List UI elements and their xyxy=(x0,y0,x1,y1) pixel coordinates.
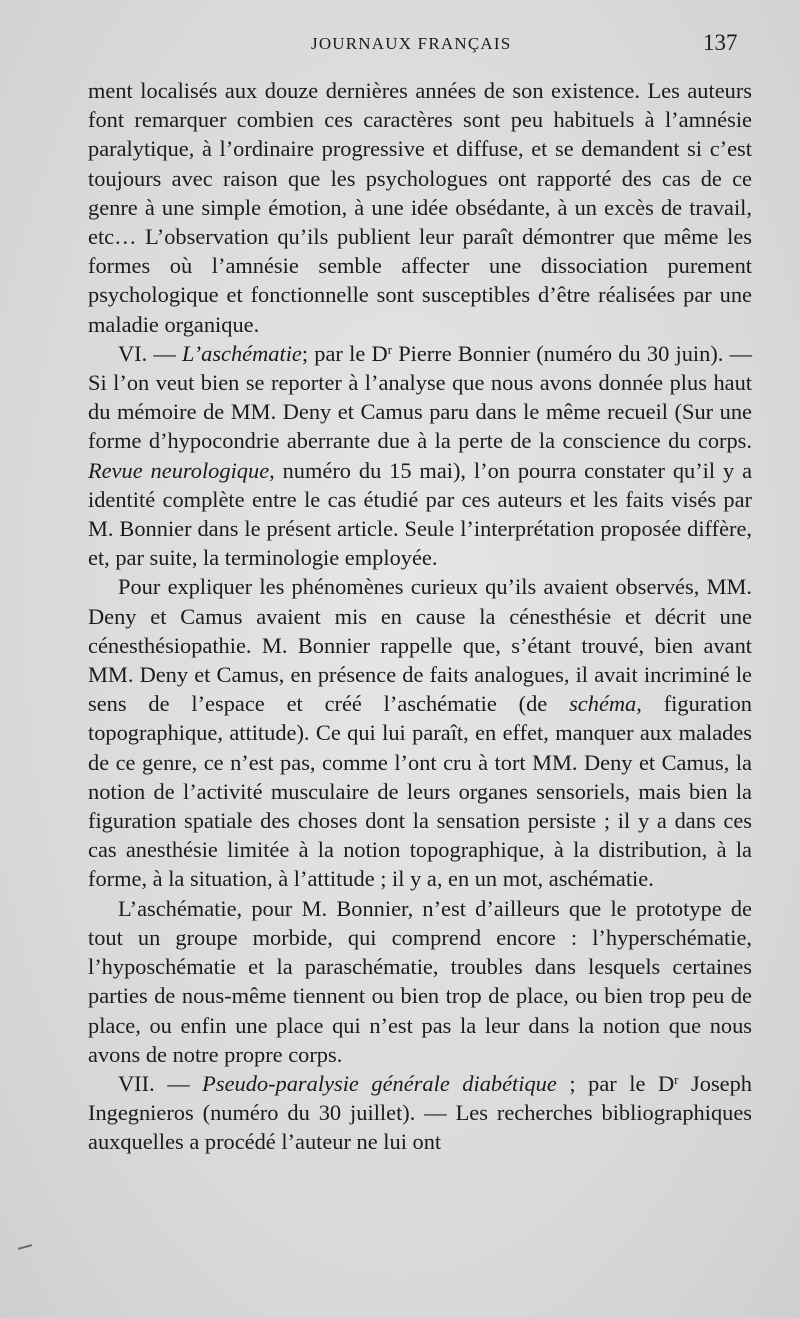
paragraph-p3 xyxy=(88,572,752,893)
italic-text: Revue neurologique xyxy=(88,457,270,483)
italic-text: Pseudo-paralysie générale diabétique xyxy=(202,1070,557,1096)
page-header xyxy=(0,30,800,64)
text-run: L’aschématie, pour M. Bonnier, n’est d’ailleurs que le prototype de tout un groupe morbide, qui comprend encore : l’hyperschématie, l’hyposchématie et la paraschématie, troubles dans lesquels certaines parties de nous-même tiennent ou bien trop de place, ou bien trop peu de place, ou enfin une place qui n’est pas la leur dans la notion que nous avons de notre propre corps. xyxy=(88,895,752,1067)
text-run: ; par le D xyxy=(556,1070,675,1096)
body-text xyxy=(88,76,752,1157)
text-run: , numéro du 15 mai), l’on pourra constater qu’il y a identité complète entre le cas étudié par ces auteurs et les faits visés par M. Bonnier dans le présent article. Seule l’interprétation proposée diffère, et, par suite, la terminologie employée. xyxy=(88,457,753,571)
paragraph-p2 xyxy=(88,339,752,573)
page-number: 137 xyxy=(703,30,738,55)
text-run: Pierre Bonnier (numéro du 30 juin). — Si l’on veut bien se reporter à l’analyse que nous avons donnée plus haut du mémoire de MM. Deny et Camus paru dans le même recueil (Sur une forme d’hypocondrie aberrante due à la perte de la conscience du corps. xyxy=(88,340,752,454)
text-run: Joseph Ingegnieros (numéro du 30 juillet). — Les recherches bibliographiques auxquelles a procédé l’auteur ne lui ont xyxy=(88,1070,752,1155)
text-run: , figuration topographique, attitude). Ce qui lui paraît, en effet, manquer aux malades de ce genre, ce n’est pas, comme l’ont cru à tort MM. Deny et Camus, la notion de l’activité musculaire de leurs organes sensoriels, mais bien la figuration spatiale des choses dont la sensation persiste ; il y a dans ces cas anesthésie limitée à la notion topographique, à la distribution, à la forme, à la situation, à l’attitude ; il y a, en un mot, aschématie. xyxy=(88,691,752,892)
margin-mark xyxy=(18,1244,32,1250)
text-run: ; par le D xyxy=(301,340,388,366)
text-run: Pour expliquer les phénomènes curieux qu’ils avaient observés, MM. Deny et Camus avaient mis en cause la cénesthésie et décrit une cénesthésiopathie. M. Bonnier rappelle que, s’étant trouvé, bien avant MM. Deny et Camus, en présence de faits analogues, il avait incriminé le sens de l’espace et créé l’aschématie (de xyxy=(88,574,752,717)
italic-text: L’aschématie xyxy=(182,340,302,366)
paragraph-p4 xyxy=(88,894,752,1069)
text-run: ment localisés aux douze dernières années de son existence. Les auteurs font remarquer combien ces caractères sont peu habituels à l’amnésie paralytique, à l’ordinaire progressive et diffuse, et se demandent si c’est toujours avec raison que les psychologues ont rapporté des cas de ce genre à une simple émotion, à une idée obsédante, à un excès de travail, etc… L’observation qu’ils publient leur paraît démontrer que même les formes où l’amnésie semble affecter une dissociation purement psychologique et fonctionnelle sont susceptibles d’être réalisées par une maladie organique. xyxy=(88,78,752,337)
superscript: r xyxy=(387,341,392,357)
running-title: JOURNAUX FRANÇAIS xyxy=(311,34,512,53)
paragraph-p1 xyxy=(88,76,752,339)
italic-text: schéma xyxy=(569,691,637,717)
text-run: VI. — xyxy=(118,340,183,366)
text-run: VII. — xyxy=(118,1070,203,1096)
paragraph-p5 xyxy=(88,1069,752,1157)
superscript: r xyxy=(674,1071,679,1087)
